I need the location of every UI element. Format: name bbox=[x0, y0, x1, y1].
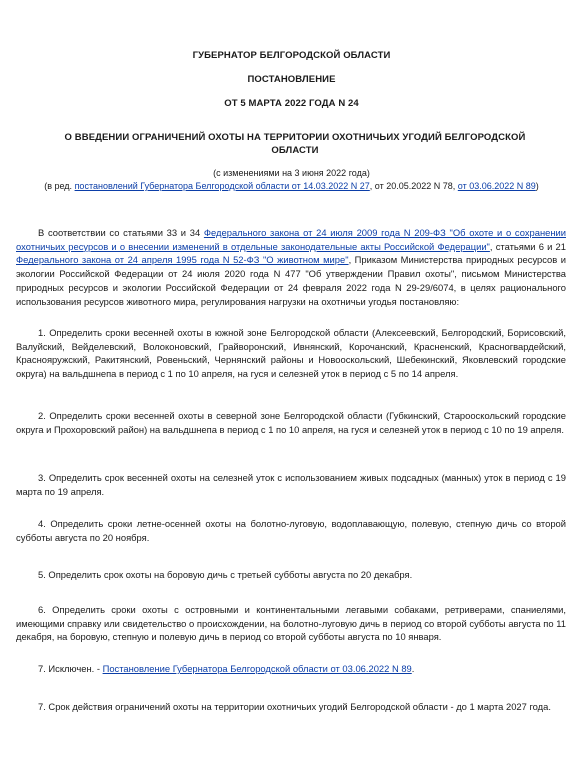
resolution-89-link[interactable]: Постановление Губернатора Белгородской области от 03.06.2022 N 89 bbox=[102, 663, 412, 674]
changes-note: (с изменениями на 3 июня 2022 года) bbox=[213, 168, 370, 178]
document-type: ПОСТАНОВЛЕНИЕ bbox=[247, 74, 336, 85]
preamble-text-1: В соответствии со статьями 33 и 34 bbox=[38, 227, 204, 238]
item-5-paragraph: 5. Определить срок охоты на боровую дичь с третьей субботы августа по 20 декабря. bbox=[38, 569, 413, 580]
document-title: О ВВЕДЕНИИ ОГРАНИЧЕНИЙ ОХОТЫ НА ТЕРРИТОРИИ ОХОТНИЧЬИХ УГОДИЙ БЕЛГОРОДСКОЙ ОБЛАСТИ bbox=[64, 132, 526, 156]
amendments-mid: , от 20.05.2022 N 78, bbox=[369, 181, 458, 191]
preamble-text-2: , статьями 6 и 21 bbox=[489, 240, 566, 252]
federal-law-209-link[interactable]: Федерального закона от 24 июля 2009 года N 209-ФЗ "Об охоте и о сохранении охотничьих ресурсов и о внесении изменений в отдельные законодательные акты Российской Федерации" bbox=[16, 227, 566, 252]
item-7-excluded-end: . bbox=[411, 663, 415, 674]
item-2-paragraph: 2. Определить сроки весенней охоты в северной зоне Белгородской области (Губкинский, Старооскольский городские округа и Прохоровский район) на вальдшнепа в период с 1 по 10 апреля, на гуся и селезней уток в период с 10 по 19 апреля. bbox=[16, 410, 566, 435]
item-6-paragraph: 6. Определить сроки охоты с островными и континентальными легавыми собаками, ретриверами, спаниелями, имеющими справку или свидетельство о происхождении, на болотно-луговую дичь в период со второй субботы августа по 11 декабря, на боровую, степную и полевую дичь в период со второй субботы августа по 10 января. bbox=[16, 604, 566, 643]
preamble-paragraph bbox=[16, 226, 566, 308]
amendments-suffix: ) bbox=[535, 181, 539, 191]
preamble-text-3: , Приказом Министерства природных ресурсов и экологии Российской Федерации от 24 июля 2020 года N 477 "Об утверждении Правил охоты", письмом Министерства природных ресурсов и экологии Российской Федерации от 24 февраля 2022 года N 29-29/6074, в целях рационального использования ресурсов животного мира, регулирования нагрузки на охотничьи угодья постановляю: bbox=[16, 254, 566, 307]
item-3-paragraph: 3. Определить срок весенней охоты на селезней уток с использованием живых подсадных (манных) уток в период с 19 марта по 19 апреля. bbox=[16, 472, 566, 497]
federal-law-52-link[interactable]: Федерального закона от 24 апреля 1995 года N 52-ФЗ "О животном мире" bbox=[16, 254, 349, 266]
amendment-link-2[interactable]: от 03.06.2022 N 89 bbox=[457, 181, 536, 191]
item-7-excluded-paragraph bbox=[16, 662, 566, 676]
amendment-link-1[interactable]: постановлений Губернатора Белгородской области от 14.03.2022 N 27 bbox=[74, 181, 370, 191]
item-4-paragraph: 4. Определить сроки летне-осенней охоты на болотно-луговую, водоплавающую, полевую, степную дичь со второй субботы августа по 20 ноября. bbox=[16, 518, 566, 543]
item-7-validity-paragraph: 7. Срок действия ограничений охоты на территории охотничьих угодий Белгородской области - до 1 марта 2027 года. bbox=[38, 701, 551, 712]
issuing-authority: ГУБЕРНАТОР БЕЛГОРОДСКОЙ ОБЛАСТИ bbox=[192, 50, 391, 61]
amendments-prefix: (в ред. bbox=[44, 181, 75, 191]
item-1-paragraph: 1. Определить сроки весенней охоты в южной зоне Белгородской области (Алексеевский, Белгородский, Борисовский, Валуйский, Вейделевский, Волоконовский, Грайворонский, Ивнянский, Корочанский, Красненский, Красногвардейский, Краснояружский, Ракитянский, Ровеньский, Чернянский районы и Новооскольский, Шебекинский, Яковлевский городские округа) на вальдшнепа в период с 1 по 10 апреля, на гуся и селезней уток в период с 5 по 14 апреля. bbox=[16, 327, 566, 380]
amendments-line bbox=[0, 181, 583, 191]
document-date-number: ОТ 5 МАРТА 2022 ГОДА N 24 bbox=[224, 98, 359, 109]
item-7-excluded-text: 7. Исключен. - bbox=[38, 663, 103, 674]
